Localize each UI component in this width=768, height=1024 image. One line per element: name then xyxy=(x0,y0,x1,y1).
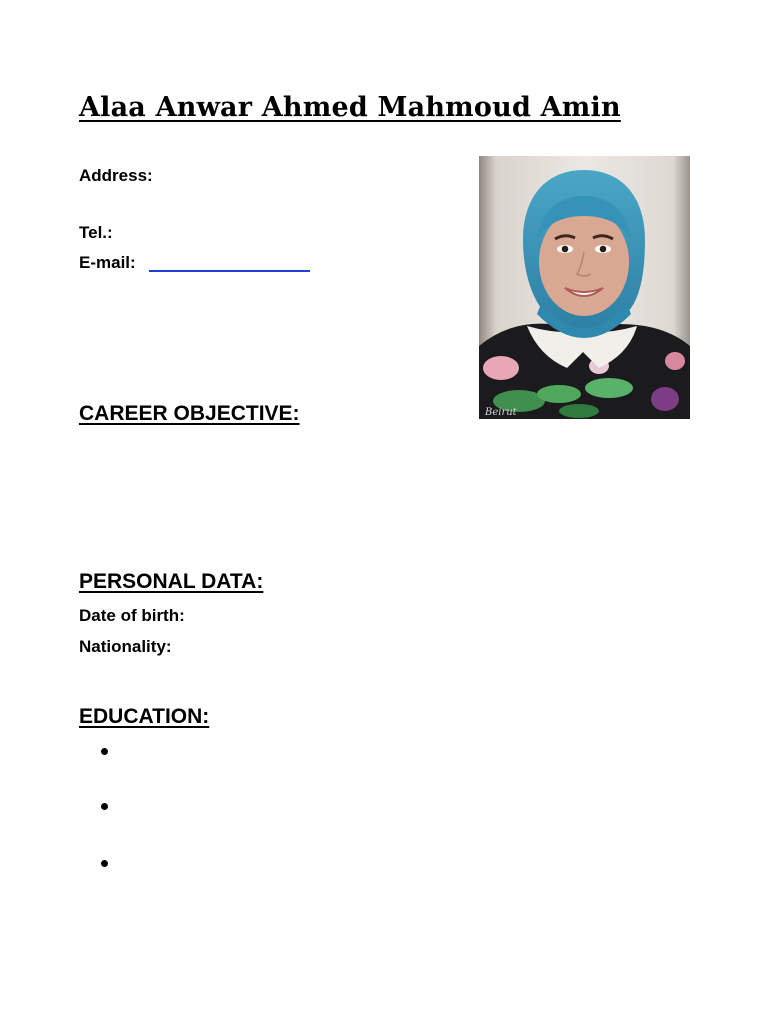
profile-photo xyxy=(479,156,690,419)
address-label: Address: xyxy=(79,166,153,185)
education-heading: EDUCATION: xyxy=(79,705,210,728)
education-bullet-1 xyxy=(101,748,108,755)
education-bullet-2 xyxy=(101,803,108,810)
email-label: E-mail: xyxy=(79,253,136,272)
nationality-label: Nationality: xyxy=(79,637,172,656)
career-objective-heading: CAREER OBJECTIVE: xyxy=(79,402,300,425)
education-bullet-3 xyxy=(101,860,108,867)
candidate-name: Alaa Anwar Ahmed Mahmoud Amin xyxy=(79,92,621,123)
email-link[interactable] xyxy=(149,270,310,272)
date-of-birth-label: Date of birth: xyxy=(79,606,185,625)
personal-data-heading: PERSONAL DATA: xyxy=(79,570,264,593)
tel-label: Tel.: xyxy=(79,223,113,242)
photo-watermark: Beirut xyxy=(485,407,517,418)
